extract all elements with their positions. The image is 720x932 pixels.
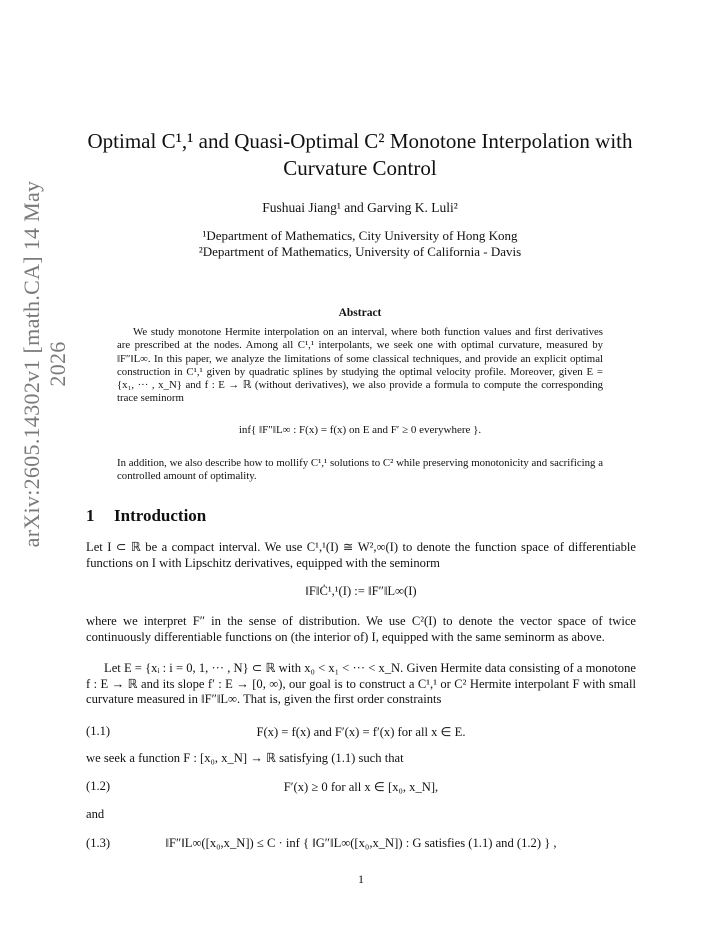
paper-title [60,128,660,182]
abstract-tail: In addition, we also describe how to mollify C¹,¹ solutions to C² while preserving monotonicity and sacrificing a controlled amount of optimality. [117,457,603,483]
title-line-2: Curvature Control [283,156,437,180]
section-title: Introduction [114,506,207,525]
abstract-body: We study monotone Hermite interpolation on an interval, where both function values and first derivatives are prescribed at the nodes. Among all C¹,¹ interpolants, we seek one with optimal curvature, measured by ‖F″‖L∞. In this paper, we analyze the limitations of some classical techniques, and provide an explicit optimal construction in C¹,¹ given by quadratic splines by studying the optimal velocity profile. Moreover, given E = {x₁, ··· , x_N} and f : E → ℝ (without derivatives), we also provide a formula to compute the corresponding trace seminorm [117,326,603,405]
intro-paragraph-4: we seek a function F : [x₀, x_N] → ℝ satisfying (1.1) such that [86,751,404,765]
authors: Fushuai Jiang¹ and Garving K. Luli² [262,200,458,215]
intro-paragraph-5: and [86,807,105,821]
equation-1-1-label: (1.1) [86,724,111,738]
equation-1-3-label: (1.3) [86,836,111,850]
abstract-equation: inf{ ‖F″‖L∞ : F(x) = f(x) on E and F′ ≥ 0 everywhere }. [238,424,482,436]
abstract-heading: Abstract [338,307,382,319]
arxiv-sidebar-stamp: arXiv:2605.14302v1 [math.CA] 14 May 2026 [19,180,70,548]
equation-1-3: ‖F″‖L∞([x₀,x_N]) ≤ C · inf { ‖G″‖L∞([x₀,x_N]) : G satisfies (1.1) and (1.2) } , [165,836,557,850]
page-number: 1 [358,872,364,886]
seminorm-equation: ‖F‖Ċ¹,¹(I) := ‖F″‖L∞(I) [305,584,417,598]
intro-paragraph-1: Let I ⊂ ℝ be a compact interval. We use C¹,¹(I) ≅ W²,∞(I) to denote the function space of differentiable functions on I with Lipschitz derivatives, equipped with the seminorm [86,540,636,570]
affiliation-2: ²Department of Mathematics, University of California - Davis [198,244,522,259]
equation-1-2-label: (1.2) [86,779,111,793]
title-line-1: Optimal C¹,¹ and Quasi-Optimal C² Monotone Interpolation with [87,129,633,153]
affiliation-1: ¹Department of Mathematics, City University of Hong Kong [202,228,518,243]
equation-1-1: F(x) = f(x) and F′(x) = f′(x) for all x ∈ E. [256,725,466,739]
section-number: 1 [86,506,95,525]
section-heading [86,506,206,526]
intro-paragraph-3: Let E = {xᵢ : i = 0, 1, ··· , N} ⊂ ℝ with x₀ < x₁ < ··· < x_N. Given Hermite data consisting of a monotone f : E → ℝ and its slope f′ : E → [0, ∞), our goal is to construct a C¹,¹ or C² Hermite interpolant F with small curvature measured in ‖F″‖L∞. That is, given the first order constraints [86,661,636,707]
affiliations [60,228,660,260]
intro-paragraph-2: where we interpret F″ in the sense of distribution. We use C²(I) to denote the vector space of twice continuously differentiable functions on (the interior of) I, equipped with the same seminorm as above. [86,614,636,644]
equation-1-2: F′(x) ≥ 0 for all x ∈ [x₀, x_N], [283,780,439,794]
